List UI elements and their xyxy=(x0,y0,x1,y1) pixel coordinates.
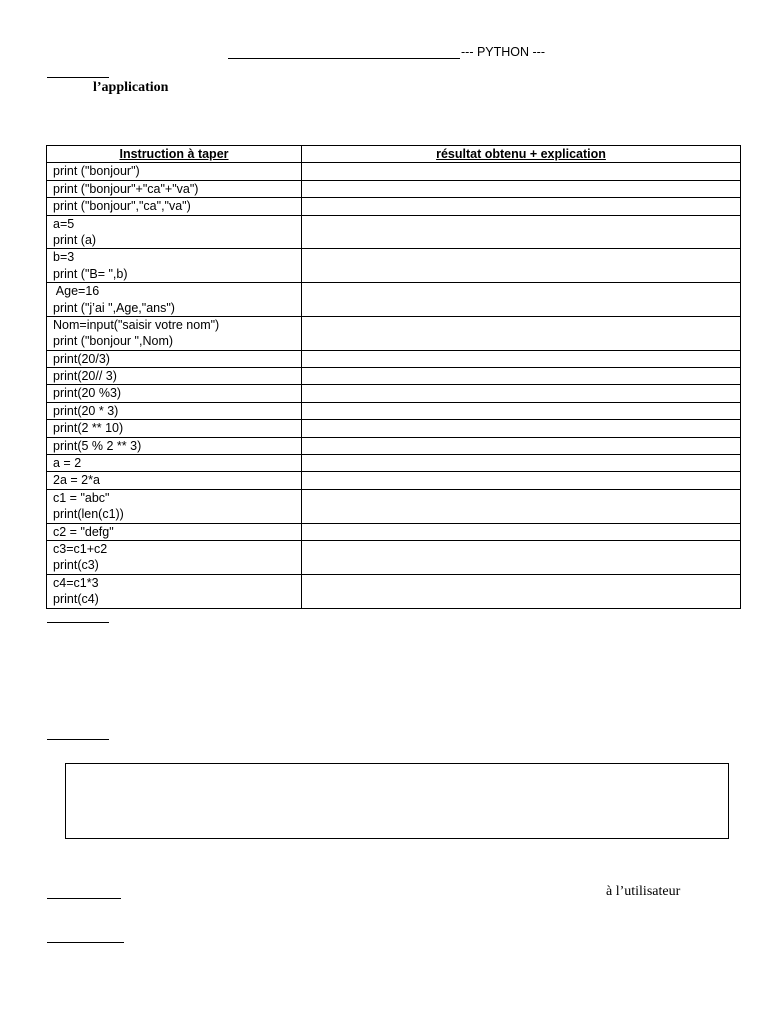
table-row xyxy=(47,455,741,472)
result-cell[interactable] xyxy=(302,316,741,350)
instruction-cell xyxy=(47,180,302,197)
instruction-line: print(20/3) xyxy=(53,351,110,366)
table-row xyxy=(47,472,741,489)
table-row xyxy=(47,350,741,367)
result-cell[interactable] xyxy=(302,455,741,472)
result-cell[interactable] xyxy=(302,283,741,317)
table-row xyxy=(47,180,741,197)
table-row xyxy=(47,198,741,215)
instruction-table xyxy=(46,145,741,609)
instruction-cell xyxy=(47,249,302,283)
table-row xyxy=(47,249,741,283)
result-cell[interactable] xyxy=(302,472,741,489)
section-rule-1 xyxy=(47,77,109,78)
table-row xyxy=(47,437,741,454)
result-cell[interactable] xyxy=(302,163,741,180)
result-cell[interactable] xyxy=(302,198,741,215)
instruction-line: print(20// 3) xyxy=(53,369,117,384)
result-cell[interactable] xyxy=(302,180,741,197)
instruction-cell xyxy=(47,198,302,215)
result-cell[interactable] xyxy=(302,489,741,523)
instruction-line: print ("B= ",b) xyxy=(53,266,128,281)
instruction-line: print(5 % 2 ** 3) xyxy=(53,438,142,453)
instruction-cell xyxy=(47,420,302,437)
instruction-line: c2 = "defg" xyxy=(53,524,114,539)
result-cell[interactable] xyxy=(302,249,741,283)
result-cell[interactable] xyxy=(302,420,741,437)
instruction-cell xyxy=(47,437,302,454)
instruction-line: print ("bonjour") xyxy=(53,164,140,179)
section-label: l’application xyxy=(93,80,169,95)
table-row xyxy=(47,283,741,317)
column-header-instruction: Instruction à taper xyxy=(47,146,302,163)
instruction-cell xyxy=(47,455,302,472)
instruction-line: print ("j’ai ",Age,"ans") xyxy=(53,300,175,315)
table-row xyxy=(47,385,741,402)
instruction-cell xyxy=(47,283,302,317)
table-header-row xyxy=(47,146,741,163)
result-cell[interactable] xyxy=(302,368,741,385)
instruction-line: print(20 %3) xyxy=(53,386,122,401)
instruction-cell xyxy=(47,541,302,575)
table-row xyxy=(47,574,741,608)
result-cell[interactable] xyxy=(302,350,741,367)
table-row xyxy=(47,163,741,180)
result-cell[interactable] xyxy=(302,402,741,419)
instruction-line: print(2 ** 10) xyxy=(53,421,124,436)
instruction-line: c4=c1*3 xyxy=(53,575,99,590)
page-title: --- PYTHON --- xyxy=(461,45,546,59)
instruction-line: print (a) xyxy=(53,232,97,247)
section-rule-5 xyxy=(47,942,124,943)
instruction-line: 2a = 2*a xyxy=(53,473,100,488)
instruction-line: print(len(c1)) xyxy=(53,507,124,522)
instruction-line: print ("bonjour"+"ca"+"va") xyxy=(53,181,199,196)
section-rule-3 xyxy=(47,739,109,740)
instruction-line: c1 = "abc" xyxy=(53,490,110,505)
table-body xyxy=(47,163,741,608)
instruction-line: print(c4) xyxy=(53,592,99,607)
instruction-line: print(c3) xyxy=(53,558,99,573)
table-row xyxy=(47,215,741,249)
instruction-cell xyxy=(47,385,302,402)
instruction-cell xyxy=(47,472,302,489)
instruction-line: Age=16 xyxy=(53,284,100,299)
result-cell[interactable] xyxy=(302,574,741,608)
instruction-cell xyxy=(47,523,302,540)
instruction-cell xyxy=(47,316,302,350)
instruction-line: a = 2 xyxy=(53,456,82,471)
instruction-cell xyxy=(47,489,302,523)
instruction-cell xyxy=(47,402,302,419)
table-row xyxy=(47,420,741,437)
result-cell[interactable] xyxy=(302,437,741,454)
section-rule-2 xyxy=(47,622,109,623)
result-cell[interactable] xyxy=(302,523,741,540)
table-row xyxy=(47,489,741,523)
result-cell[interactable] xyxy=(302,215,741,249)
result-cell[interactable] xyxy=(302,385,741,402)
instruction-line: print ("bonjour ",Nom) xyxy=(53,334,174,349)
result-cell[interactable] xyxy=(302,541,741,575)
instruction-cell xyxy=(47,163,302,180)
instruction-cell xyxy=(47,215,302,249)
instruction-cell xyxy=(47,574,302,608)
instruction-line: print(20 * 3) xyxy=(53,403,119,418)
instruction-line: a=5 xyxy=(53,216,75,231)
instruction-cell xyxy=(47,368,302,385)
instruction-line: Nom=input("saisir votre nom") xyxy=(53,317,220,332)
title-underline xyxy=(228,58,460,59)
table-row xyxy=(47,541,741,575)
instruction-line: b=3 xyxy=(53,250,75,265)
instruction-line: c3=c1+c2 xyxy=(53,542,108,556)
table-row xyxy=(47,368,741,385)
table-row xyxy=(47,316,741,350)
instruction-line: print ("bonjour","ca","va") xyxy=(53,199,191,214)
user-note: à l’utilisateur xyxy=(606,884,681,899)
table-row xyxy=(47,402,741,419)
answer-box[interactable] xyxy=(65,763,729,839)
column-header-result: résultat obtenu + explication xyxy=(302,146,741,163)
instruction-cell xyxy=(47,350,302,367)
table-row xyxy=(47,523,741,540)
section-rule-4 xyxy=(47,898,121,899)
